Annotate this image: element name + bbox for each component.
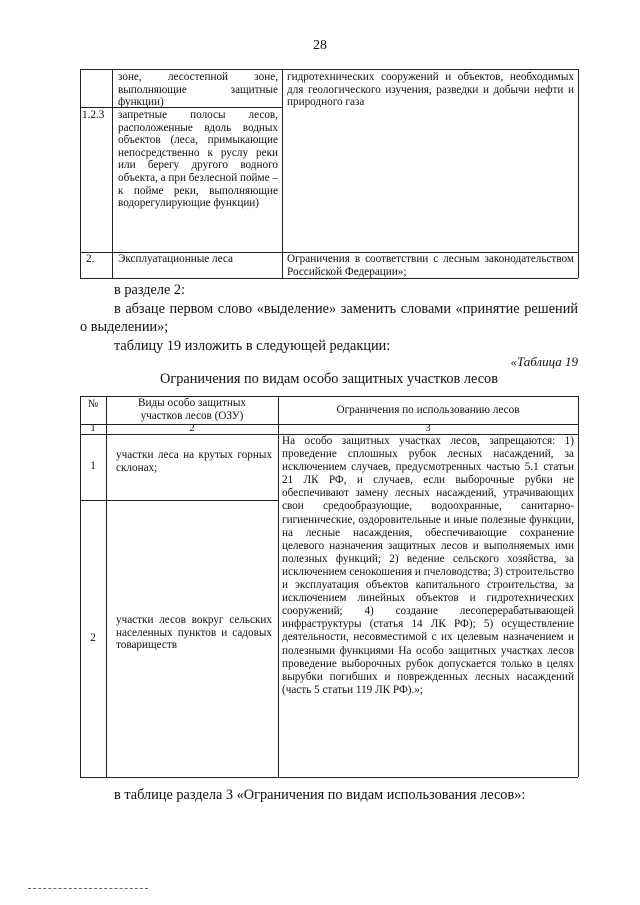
column-number: 2 <box>189 423 195 434</box>
footnote-divider <box>28 888 148 889</box>
table-title: Ограничения по видам особо защитных участков лесов <box>160 371 498 387</box>
header-restrictions: Ограничения по использованию лесов <box>336 404 520 416</box>
paragraph-table-intro: таблицу 19 изложить в следующей редакции: <box>114 338 391 354</box>
paragraph-section: в разделе 2: <box>114 282 186 298</box>
ozu-type-cell: участки леса на крутых горных склонах; <box>116 449 272 474</box>
row-number: 1 <box>90 460 96 472</box>
page-number: 28 <box>313 38 327 53</box>
header-number: № <box>87 398 99 410</box>
paragraph-replace: в абзаце первом слово «выделение» заменить словами «принятие решений о выделении»; <box>80 301 578 335</box>
table-label: «Таблица 19 <box>510 354 578 369</box>
table-cell-type: Эксплуатационные леса <box>118 253 233 265</box>
paragraph-closing: в таблице раздела 3 «Ограничения по видам использования лесов»: <box>114 787 526 803</box>
table-cell-number: 1.2.3 <box>82 109 105 121</box>
column-number: 3 <box>425 423 431 434</box>
table-cell-restriction: Ограничения в соответствии с лесным законодательством Российской Федерации»; <box>287 253 574 278</box>
ozu-type-cell: участки лесов вокруг сельских населенных пунктов и садовых товариществ <box>116 614 272 652</box>
restrictions-cell: На особо защитных участках лесов, запрещаются: 1) проведение сплошных рубок лесных насаждений, за исключением случаев, предусмотренных частью 5.1 статьи 21 ЛК РФ, и случаев, если выборочные рубки не обеспечивают замену лесных насаждений, утрачивающих свои средообразующие, водоохранные, санитарно-гигиенические, оздоровительные и иные полезные функции, на лесные насаждения, обеспечивающие сохранение целевого назначения защитных лесов и выполняемых ими полезных функций; 2) ведение сельского хозяйства, за исключением сенокошения и пчеловодства; 3) строительство и эксплуатация объектов капитального строительства, за исключением линейных объектов и гидротехнических сооружений; 4) создание лесоперерабатывающей инфраструктуры (статья 14 ЛК РФ); 5) осуществление деятельности, несовместимой с их целевым назначением и полезными функциями На особо защитных участках лесов проведение выборочных рубок допускается только в целях вырубки погибших и поврежденных лесных насаждений (часть 5 статьи 119 ЛК РФ).»; <box>282 435 574 696</box>
table-cell-number: 2. <box>86 253 95 265</box>
table-cell-restriction: гидротехнических сооружений и объектов, необходимых для геологического изучения, разведки и добычи нефти и природного газа <box>287 71 574 109</box>
column-number: 1 <box>90 423 96 434</box>
row-number: 2 <box>90 632 96 644</box>
table-cell-type: запретные полосы лесов, расположенные вдоль водных объектов (леса, примыкающие непосредственно к руслу реки или берегу другого водного объекта, а при безлесной пойме – к пойме реки, выполняющие водорегулирующие функции) <box>118 109 278 210</box>
header-ozu-type: Виды особо защитных участков лесов (ОЗУ) <box>138 397 246 422</box>
table-cell-type: зоне, лесостепной зоне, выполняющие защитные функции) <box>118 71 278 109</box>
